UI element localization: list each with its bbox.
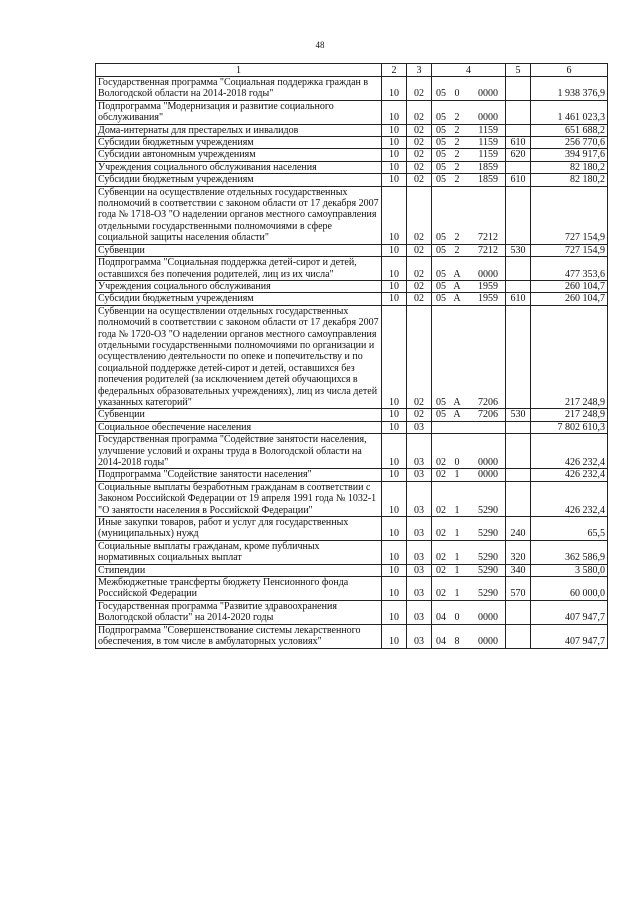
row-section: 10 (382, 137, 407, 149)
row-target-code (432, 481, 506, 516)
table-row (96, 600, 608, 624)
row-amount: 217 248,9 (531, 305, 608, 409)
code-subprogram: 0 (454, 612, 460, 624)
row-target-code (432, 77, 506, 101)
budget-table (95, 63, 608, 649)
row-name: Субвенции на осуществление отдельных государственных полномочий в соответствии с законом области от 17 декабря 2007 года № 1718-ОЗ "О наделении органов местного самоуправления отдельными государственными полномочиями в сфере социальной защиты населения области" (96, 186, 382, 244)
row-amount: 727 154,9 (531, 244, 608, 256)
code-program: 02 (436, 469, 446, 481)
code-subprogram: 8 (454, 636, 460, 648)
row-subsection: 03 (407, 469, 432, 481)
row-amount: 477 353,6 (531, 257, 608, 281)
row-expense-type: 620 (506, 149, 531, 161)
row-section: 10 (382, 624, 407, 648)
row-amount: 651 688,2 (531, 124, 608, 136)
code-direction: 5290 (478, 552, 498, 564)
code-subprogram: 2 (454, 161, 460, 173)
row-target-code (432, 564, 506, 576)
row-target-code (432, 421, 506, 433)
row-amount: 426 232,4 (531, 481, 608, 516)
row-subsection: 03 (407, 600, 432, 624)
row-section: 10 (382, 305, 407, 409)
code-direction: 7212 (478, 232, 498, 244)
row-target-code (432, 280, 506, 292)
row-expense-type (506, 161, 531, 173)
row-expense-type: 610 (506, 174, 531, 186)
table-row (96, 517, 608, 541)
row-amount: 65,5 (531, 517, 608, 541)
row-target-code (432, 409, 506, 421)
code-direction: 1159 (478, 124, 498, 136)
row-name: Субсидии автономным учреждениям (96, 149, 382, 161)
row-amount: 362 586,9 (531, 540, 608, 564)
table-row (96, 77, 608, 101)
code-subprogram: 2 (454, 174, 460, 186)
code-direction: 0000 (478, 112, 498, 124)
row-name: Иные закупки товаров, работ и услуг для государственных (муниципальных) нужд (96, 517, 382, 541)
code-direction: 5290 (478, 564, 498, 576)
header-col-6: 6 (531, 64, 608, 77)
table-row (96, 481, 608, 516)
row-name: Межбюджетные трансферты бюджету Пенсионного фонда Российской Федерации (96, 577, 382, 601)
row-section: 10 (382, 77, 407, 101)
table-row (96, 564, 608, 576)
row-target-code (432, 305, 506, 409)
table-row (96, 409, 608, 421)
row-expense-type: 240 (506, 517, 531, 541)
code-direction: 5290 (478, 504, 498, 516)
row-section: 10 (382, 481, 407, 516)
code-program: 02 (436, 528, 446, 540)
row-target-code (432, 293, 506, 305)
table-row (96, 280, 608, 292)
row-name: Социальное обеспечение населения (96, 421, 382, 433)
table-row (96, 257, 608, 281)
row-section: 10 (382, 124, 407, 136)
row-name: Субсидии бюджетным учреждениям (96, 293, 382, 305)
row-expense-type: 610 (506, 137, 531, 149)
row-section: 10 (382, 409, 407, 421)
row-section: 10 (382, 517, 407, 541)
code-direction: 7212 (478, 244, 498, 256)
code-direction: 0000 (478, 268, 498, 280)
code-program: 05 (436, 149, 446, 161)
row-target-code (432, 577, 506, 601)
table-row (96, 469, 608, 481)
row-amount: 260 104,7 (531, 293, 608, 305)
row-expense-type (506, 124, 531, 136)
row-section: 10 (382, 161, 407, 173)
table-row (96, 100, 608, 124)
row-expense-type: 530 (506, 409, 531, 421)
row-subsection: 03 (407, 481, 432, 516)
code-program: 02 (436, 504, 446, 516)
header-col-1: 1 (96, 64, 382, 77)
row-subsection: 03 (407, 434, 432, 469)
header-col-5: 5 (506, 64, 531, 77)
code-direction: 1959 (478, 293, 498, 305)
row-target-code (432, 174, 506, 186)
code-subprogram: 0 (454, 457, 460, 468)
row-expense-type (506, 600, 531, 624)
code-subprogram: 2 (454, 137, 460, 149)
row-name: Стипендии (96, 564, 382, 576)
code-subprogram: 1 (454, 564, 460, 576)
code-subprogram: 1 (454, 552, 460, 564)
row-subsection: 02 (407, 257, 432, 281)
row-expense-type (506, 434, 531, 469)
table-row (96, 244, 608, 256)
row-section: 10 (382, 469, 407, 481)
code-direction: 5290 (478, 588, 498, 600)
row-name: Социальные выплаты гражданам, кроме публичных нормативных социальных выплат (96, 540, 382, 564)
code-subprogram: А (453, 396, 461, 408)
row-subsection: 02 (407, 161, 432, 173)
table-row (96, 161, 608, 173)
code-direction: 1159 (478, 149, 498, 161)
row-name: Подпрограмма "Социальная поддержка детей-сирот и детей, оставшихся без попечения родителей, лиц из их числа" (96, 257, 382, 281)
row-amount: 217 248,9 (531, 409, 608, 421)
row-name: Государственная программа "Социальная поддержка граждан в Вологодской области на 2014-2018 годы" (96, 77, 382, 101)
row-amount: 426 232,4 (531, 469, 608, 481)
row-subsection: 02 (407, 174, 432, 186)
table-row (96, 124, 608, 136)
code-direction: 0000 (478, 457, 498, 468)
code-direction: 5290 (478, 528, 498, 540)
row-section: 10 (382, 174, 407, 186)
row-target-code (432, 124, 506, 136)
code-subprogram: 2 (454, 149, 460, 161)
row-name: Субвенции (96, 409, 382, 421)
row-amount: 3 580,0 (531, 564, 608, 576)
row-expense-type (506, 421, 531, 433)
row-expense-type (506, 469, 531, 481)
row-target-code (432, 624, 506, 648)
row-amount: 1 461 023,3 (531, 100, 608, 124)
code-direction: 1859 (478, 174, 498, 186)
code-direction: 0000 (478, 469, 498, 481)
row-subsection: 02 (407, 186, 432, 244)
code-program: 05 (436, 280, 446, 292)
code-subprogram: А (453, 268, 461, 280)
code-program: 05 (436, 232, 446, 244)
code-subprogram: 2 (454, 112, 460, 124)
row-expense-type: 570 (506, 577, 531, 601)
row-expense-type: 530 (506, 244, 531, 256)
row-target-code (432, 257, 506, 281)
row-subsection: 03 (407, 624, 432, 648)
code-program: 04 (436, 636, 446, 648)
row-amount: 7 802 610,3 (531, 421, 608, 433)
code-program: 02 (436, 564, 446, 576)
table-row (96, 421, 608, 433)
row-section: 10 (382, 257, 407, 281)
row-section: 10 (382, 100, 407, 124)
code-direction: 1859 (478, 161, 498, 173)
table-row (96, 149, 608, 161)
row-target-code (432, 517, 506, 541)
row-section: 10 (382, 577, 407, 601)
row-subsection: 03 (407, 540, 432, 564)
row-subsection: 02 (407, 305, 432, 409)
code-program: 05 (436, 396, 446, 408)
row-amount: 256 770,6 (531, 137, 608, 149)
row-target-code (432, 434, 506, 469)
code-program: 02 (436, 457, 446, 468)
code-program: 05 (436, 174, 446, 186)
row-target-code (432, 244, 506, 256)
header-col-2: 2 (382, 64, 407, 77)
code-subprogram: А (453, 293, 461, 305)
table-row (96, 293, 608, 305)
row-subsection: 02 (407, 137, 432, 149)
code-subprogram: А (453, 280, 461, 292)
code-program: 05 (436, 112, 446, 124)
row-name: Дома-интернаты для престарелых и инвалидов (96, 124, 382, 136)
code-program: 05 (436, 293, 446, 305)
row-name: Учреждения социального обслуживания населения (96, 161, 382, 173)
row-subsection: 02 (407, 124, 432, 136)
row-section: 10 (382, 421, 407, 433)
code-subprogram: А (453, 409, 461, 421)
row-name: Государственная программа "Развитие здравоохранения Вологодской области" на 2014-2020 годы (96, 600, 382, 624)
row-expense-type (506, 100, 531, 124)
code-direction: 0000 (478, 612, 498, 624)
row-expense-type: 320 (506, 540, 531, 564)
table-row (96, 305, 608, 409)
row-name: Подпрограмма "Модернизация и развитие социального обслуживания" (96, 100, 382, 124)
code-direction: 1159 (478, 137, 498, 149)
table-row (96, 186, 608, 244)
row-expense-type: 340 (506, 564, 531, 576)
row-target-code (432, 186, 506, 244)
row-amount: 426 232,4 (531, 434, 608, 469)
row-section: 10 (382, 244, 407, 256)
row-name: Подпрограмма "Содействие занятости населения" (96, 469, 382, 481)
code-subprogram: 2 (454, 244, 460, 256)
row-subsection: 02 (407, 409, 432, 421)
row-amount: 394 917,6 (531, 149, 608, 161)
row-amount: 60 000,0 (531, 577, 608, 601)
code-subprogram: 1 (454, 504, 460, 516)
row-expense-type (506, 481, 531, 516)
row-section: 10 (382, 564, 407, 576)
row-expense-type (506, 77, 531, 101)
code-program: 05 (436, 409, 446, 421)
row-section: 10 (382, 186, 407, 244)
code-program: 02 (436, 588, 446, 600)
row-target-code (432, 161, 506, 173)
code-direction: 7206 (478, 396, 498, 408)
row-target-code (432, 540, 506, 564)
code-direction: 1959 (478, 280, 498, 292)
code-subprogram: 1 (454, 528, 460, 540)
code-subprogram: 0 (454, 88, 460, 100)
row-subsection: 03 (407, 421, 432, 433)
row-target-code (432, 100, 506, 124)
row-subsection: 02 (407, 280, 432, 292)
code-program: 05 (436, 268, 446, 280)
row-section: 10 (382, 149, 407, 161)
code-direction: 0000 (478, 88, 498, 100)
row-expense-type (506, 186, 531, 244)
header-col-3: 3 (407, 64, 432, 77)
row-section: 10 (382, 280, 407, 292)
row-subsection: 02 (407, 77, 432, 101)
row-expense-type (506, 257, 531, 281)
table-row (96, 540, 608, 564)
code-subprogram: 2 (454, 232, 460, 244)
code-program: 04 (436, 612, 446, 624)
row-name: Социальные выплаты безработным гражданам в соответствии с Законом Российской Федерации от 19 апреля 1991 года № 1032-1 "О занятости населения в Российской Федерации" (96, 481, 382, 516)
row-target-code (432, 600, 506, 624)
code-program: 05 (436, 124, 446, 136)
row-section: 10 (382, 434, 407, 469)
row-name: Субвенции на осуществлении отдельных государственных полномочий в соответствии с законом области от 17 декабря 2007 года № 1720-ОЗ "О наделении органов местного самоуправления отдельными государственными полномочиями по организации и осуществлению деятельности по опеке и попечительству и по социальной поддержке детей-сирот и детей, оставшихся без попечения родителей (за исключением детей обучающихся в федеральных образовательных учреждениях), лиц из числа детей указанных категорий" (96, 305, 382, 409)
row-section: 10 (382, 293, 407, 305)
row-subsection: 03 (407, 517, 432, 541)
table-row (96, 137, 608, 149)
row-name: Субсидии бюджетным учреждениям (96, 174, 382, 186)
table-row (96, 174, 608, 186)
table-row (96, 434, 608, 469)
code-subprogram: 1 (454, 469, 460, 481)
header-row (96, 64, 608, 77)
row-amount: 82 180,2 (531, 161, 608, 173)
row-expense-type: 610 (506, 293, 531, 305)
row-expense-type (506, 280, 531, 292)
row-target-code (432, 149, 506, 161)
table-row (96, 577, 608, 601)
row-subsection: 02 (407, 293, 432, 305)
row-expense-type (506, 305, 531, 409)
row-section: 10 (382, 600, 407, 624)
table-row (96, 624, 608, 648)
row-amount: 727 154,9 (531, 186, 608, 244)
page-number: 48 (315, 40, 325, 50)
row-amount: 82 180,2 (531, 174, 608, 186)
row-expense-type (506, 624, 531, 648)
code-subprogram: 2 (454, 124, 460, 136)
row-amount: 407 947,7 (531, 624, 608, 648)
code-program: 05 (436, 161, 446, 173)
row-subsection: 02 (407, 244, 432, 256)
code-subprogram: 1 (454, 588, 460, 600)
row-name: Подпрограмма "Совершенствование системы лекарственного обеспечения, в том числе в амбулаторных условиях" (96, 624, 382, 648)
row-amount: 1 938 376,9 (531, 77, 608, 101)
row-subsection: 02 (407, 149, 432, 161)
code-direction: 7206 (478, 409, 498, 421)
code-program: 02 (436, 552, 446, 564)
row-amount: 407 947,7 (531, 600, 608, 624)
code-program: 05 (436, 137, 446, 149)
row-name: Субсидии бюджетным учреждениям (96, 137, 382, 149)
header-col-4: 4 (432, 64, 506, 77)
row-name: Государственная программа "Содействие занятости населения, улучшение условий и охраны труда в Вологодской области на 2014-2018 годы" (96, 434, 382, 469)
row-name: Учреждения социального обслуживания (96, 280, 382, 292)
row-subsection: 03 (407, 577, 432, 601)
row-subsection: 03 (407, 564, 432, 576)
code-program: 05 (436, 88, 446, 100)
row-target-code (432, 137, 506, 149)
row-name: Субвенции (96, 244, 382, 256)
row-target-code (432, 469, 506, 481)
row-amount: 260 104,7 (531, 280, 608, 292)
code-program: 05 (436, 244, 446, 256)
row-subsection: 02 (407, 100, 432, 124)
code-direction: 0000 (478, 636, 498, 648)
row-section: 10 (382, 540, 407, 564)
